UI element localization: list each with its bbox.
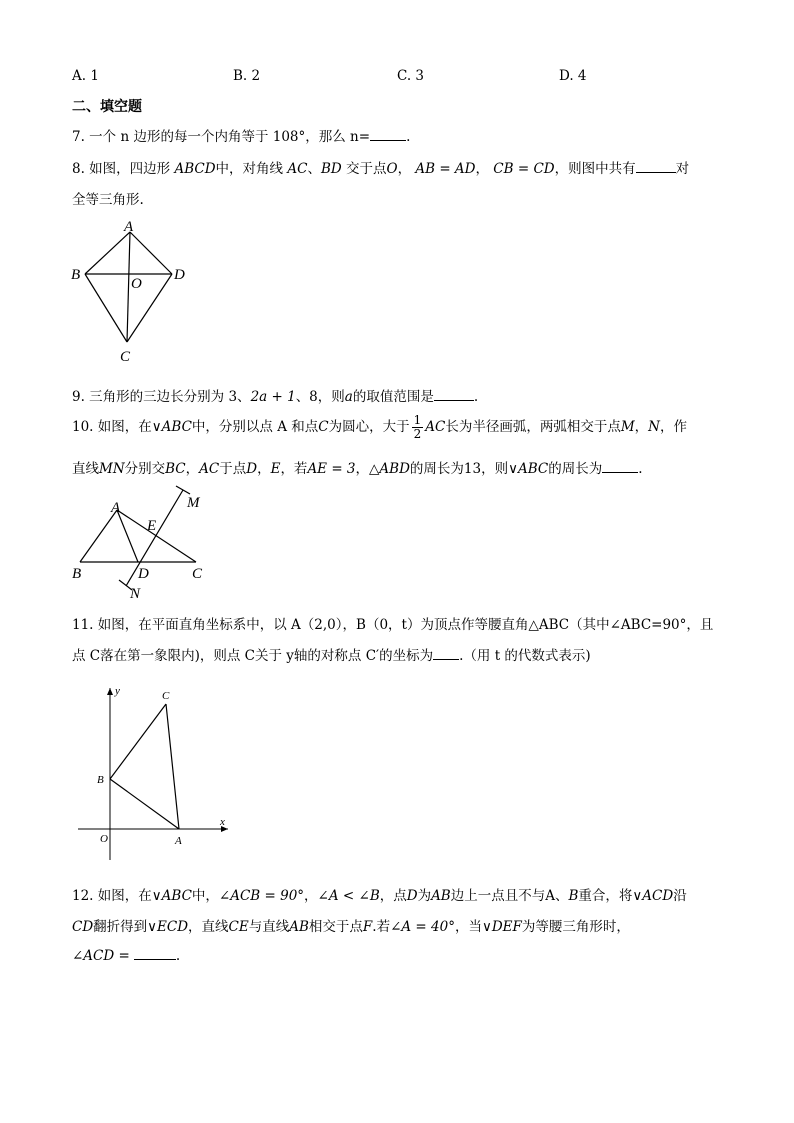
edge-ac bbox=[117, 510, 196, 562]
question-10-line1 bbox=[72, 412, 687, 442]
label-m: M bbox=[187, 495, 200, 511]
math-ab: AB bbox=[289, 919, 309, 935]
q10-text: ， bbox=[185, 461, 200, 477]
math-ae: AE = 3 bbox=[307, 461, 356, 477]
q12-text: 为等腰三角形时， bbox=[521, 919, 630, 935]
q10-text: 长为半径画弧，两弧相交于点 bbox=[445, 419, 621, 435]
q8-text: ， bbox=[475, 161, 489, 177]
math-ac: AC bbox=[199, 461, 220, 477]
segment-ca bbox=[166, 704, 179, 829]
edge-ad bbox=[130, 232, 172, 274]
math-m: M bbox=[620, 419, 635, 435]
q8-text: ， bbox=[397, 161, 412, 177]
math-tri: ∨ABC bbox=[151, 419, 192, 435]
q12-text: 边上一点且不与 bbox=[450, 888, 546, 904]
q8-text: 、 bbox=[307, 161, 321, 177]
math-tri: ∨ABC bbox=[151, 888, 192, 904]
q8-text: 中，对角线 bbox=[215, 161, 284, 177]
q12-text: ，直线 bbox=[188, 919, 229, 935]
q12-text: 相交于点 bbox=[308, 919, 363, 935]
math-acd: ∨ACD bbox=[632, 888, 674, 904]
math-def: ∨DEF bbox=[481, 919, 522, 935]
question-12-line2 bbox=[72, 915, 630, 935]
question-8-line1 bbox=[72, 157, 689, 177]
answer-blank bbox=[370, 127, 406, 141]
math-a-40: ∠A = 40° bbox=[390, 919, 455, 935]
q12-suffix: . bbox=[175, 948, 181, 964]
answer-blank bbox=[602, 459, 638, 473]
q8-text: ，则图中共有 bbox=[554, 161, 636, 177]
math-ce: CE bbox=[228, 919, 249, 935]
math-c: C bbox=[318, 419, 329, 435]
label-a: A bbox=[111, 500, 121, 516]
math-ecd: ∨ECD bbox=[147, 919, 189, 935]
y-axis-arrow bbox=[107, 688, 113, 695]
edge-ab bbox=[80, 510, 117, 562]
math-o: O bbox=[386, 161, 398, 177]
answer-blank bbox=[433, 646, 459, 660]
math-abd: ABD bbox=[379, 461, 410, 477]
option-c: C. 3 bbox=[397, 68, 425, 84]
answer-blank bbox=[636, 159, 676, 173]
q10-text: ， bbox=[257, 461, 271, 477]
line-mn bbox=[126, 490, 183, 586]
q12-text: 中， bbox=[191, 888, 219, 904]
q10-suffix: . bbox=[638, 461, 643, 477]
segment-ba bbox=[110, 779, 179, 829]
diagonal-ac bbox=[127, 232, 130, 342]
question-10-line2 bbox=[72, 457, 643, 477]
math-cd: CD bbox=[72, 919, 94, 935]
math-e: E bbox=[270, 461, 281, 477]
option-a: A. 1 bbox=[72, 68, 99, 84]
q12-text: 与直线 bbox=[248, 919, 290, 935]
math-f: F bbox=[362, 919, 373, 935]
option-b: B. 2 bbox=[233, 68, 261, 84]
q7-text: 7. 一个 n 边形的每一个内角等于 108°，那么 n= bbox=[72, 129, 371, 145]
q12-text: 、 bbox=[554, 888, 569, 904]
label-d: D bbox=[138, 566, 149, 582]
math-abcd: ABCD bbox=[174, 161, 216, 177]
fraction-half bbox=[412, 414, 424, 441]
label-a: A bbox=[175, 835, 182, 847]
math-n: N bbox=[648, 419, 660, 435]
math-mn: MN bbox=[99, 461, 125, 477]
math-ac: AC bbox=[425, 419, 446, 435]
q10-text: 10. 如图，在 bbox=[72, 419, 152, 435]
label-b: B bbox=[97, 774, 104, 786]
q11-text: 点 C落在第一象限内)，则点 C关于 y轴的对称点 C′的坐标为 bbox=[72, 648, 434, 664]
figure-coordinate-plane bbox=[70, 682, 235, 864]
math-a-lt-b: ∠A < ∠B bbox=[317, 888, 380, 904]
q7-suffix: . bbox=[406, 129, 411, 145]
segment-ad bbox=[117, 510, 138, 562]
question-9 bbox=[72, 385, 478, 405]
answer-blank bbox=[434, 387, 474, 401]
label-e: E bbox=[147, 518, 157, 534]
math-d: D bbox=[406, 888, 418, 904]
q12-text: ，点 bbox=[379, 888, 407, 904]
q8-text: 8. 如图，四边形 bbox=[72, 161, 171, 177]
option-d: D. 4 bbox=[559, 68, 587, 84]
q10-text: 分别交 bbox=[124, 461, 166, 477]
label-a: A bbox=[124, 219, 134, 235]
label-n: N bbox=[130, 586, 141, 602]
segment-bc bbox=[110, 704, 166, 779]
math-a: a bbox=[344, 389, 353, 405]
section-heading: 二、填空题 bbox=[72, 99, 142, 115]
q9-text: 的取值范围是 bbox=[352, 389, 434, 405]
q10-text: 中，分别以点 A 和点 bbox=[191, 419, 319, 435]
answer-blank bbox=[134, 946, 176, 960]
math-acb: ∠ACB = 90° bbox=[218, 888, 305, 904]
q10-text: 直线 bbox=[72, 461, 99, 477]
q9-text: 9. 三角形的三边长分别为 3、 bbox=[72, 389, 251, 405]
math-tri: ∨ABC bbox=[508, 461, 549, 477]
label-o: O bbox=[100, 833, 108, 845]
q10-text: 的周长为 bbox=[548, 461, 603, 477]
math-ab: AB bbox=[431, 888, 451, 904]
label-c: C bbox=[120, 349, 131, 365]
label-x: x bbox=[220, 816, 225, 828]
question-11-line1: 11. 如图，在平面直角坐标系中，以 A（2,0），B（0，t）为顶点作等腰直角△ABC（其中∠ABC=90°，且 bbox=[72, 617, 714, 633]
q12-text: 为 bbox=[417, 888, 432, 904]
q8-text: 交于点 bbox=[345, 161, 387, 177]
q12-text: ， bbox=[304, 888, 318, 904]
q12-text: 沿 bbox=[673, 888, 687, 904]
math-acd-angle: ∠ACD = bbox=[72, 948, 130, 964]
fraction-denominator: 2 bbox=[413, 427, 422, 441]
arc-mark-m bbox=[176, 486, 190, 494]
q10-text: ，△ bbox=[355, 461, 380, 477]
edge-bc bbox=[85, 274, 127, 342]
q12-text: 重合，将 bbox=[578, 888, 633, 904]
label-y: y bbox=[115, 685, 120, 697]
edge-ab bbox=[85, 232, 130, 274]
math-b: B bbox=[568, 888, 579, 904]
q10-text: 为圆心，大于 bbox=[328, 419, 410, 435]
fraction-numerator: 1 bbox=[413, 413, 422, 427]
q9-text: 、8，则 bbox=[295, 389, 345, 405]
q12-text: 12. 如图，在 bbox=[72, 888, 152, 904]
label-c: C bbox=[162, 690, 170, 702]
q12-text: 翻折得到 bbox=[93, 919, 148, 935]
math-bd: BD bbox=[320, 161, 342, 177]
q9-suffix: . bbox=[473, 389, 479, 405]
math-ab-ad: AB = AD bbox=[415, 161, 476, 177]
question-11-line2 bbox=[72, 644, 591, 664]
q12-text: .若 bbox=[372, 919, 391, 935]
q10-text: ，若 bbox=[280, 461, 308, 477]
q8-text: 对 bbox=[675, 161, 690, 177]
label-o: O bbox=[131, 276, 142, 292]
question-12-line1 bbox=[72, 884, 687, 904]
question-8-line2: 全等三角形. bbox=[72, 192, 144, 208]
label-c: C bbox=[192, 566, 203, 582]
label-b: B bbox=[71, 267, 81, 283]
question-12-line3 bbox=[72, 946, 180, 964]
math-d: D bbox=[246, 461, 258, 477]
figure-kite bbox=[68, 218, 198, 368]
q10-text: 于点 bbox=[219, 461, 247, 477]
figure-perpendicular-bisector bbox=[68, 482, 218, 604]
question-7 bbox=[72, 125, 410, 145]
q12-text: ，当 bbox=[454, 919, 482, 935]
math-a: A bbox=[545, 888, 555, 904]
math-ac: AC bbox=[287, 161, 308, 177]
math-expr: 2a + 1 bbox=[250, 389, 296, 405]
math-bc: BC bbox=[165, 461, 186, 477]
label-b: B bbox=[72, 566, 82, 582]
q10-text: 的周长为13，则 bbox=[409, 461, 509, 477]
math-cb-cd: CB = CD bbox=[493, 161, 555, 177]
q11-text: .（用 t 的代数式表示) bbox=[459, 648, 591, 664]
label-d: D bbox=[174, 267, 185, 283]
q10-text: ， bbox=[634, 419, 649, 435]
q10-text: ，作 bbox=[659, 419, 687, 435]
